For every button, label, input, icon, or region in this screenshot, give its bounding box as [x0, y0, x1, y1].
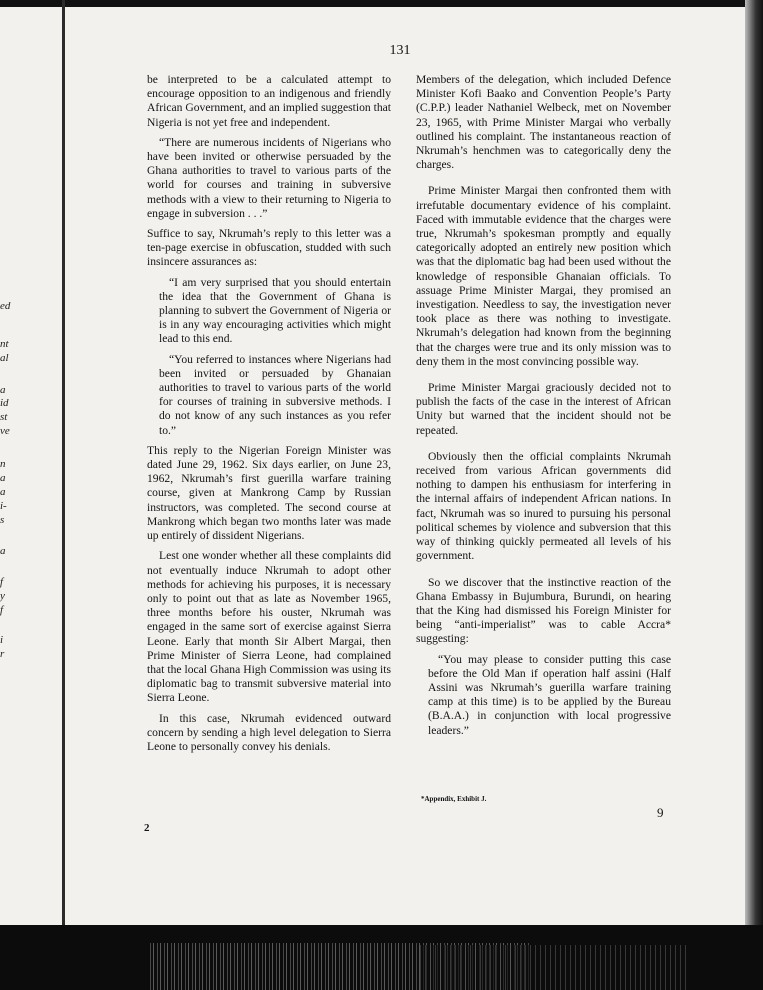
- paragraph: This reply to the Nigerian Foreign Minister was dated June 29, 1962. Six days earlier, on June 23, 1962, Nkrumah’s first guerilla warfare training course, given at Mankrong Camp by Russian instructors, was completed. The second course at Mankrong which began two months later was made up entirely of dissident Nigerians.: [147, 443, 391, 543]
- fragment: nt: [0, 338, 9, 350]
- page-gutter-edge: [62, 0, 65, 925]
- fragment: y: [0, 590, 5, 602]
- scan-bottom-band: [0, 925, 763, 990]
- scan-noise: [420, 945, 690, 990]
- fragment: i: [0, 634, 4, 646]
- right-column: [416, 73, 671, 738]
- paragraph: Obviously then the official complaints Nkrumah received from various African governments did nothing to dampen his enthusiasm for interfering in the internal affairs of independent African nations. In fact, Nkrumah was so inured to pursuing his personal political schemes by violence and subversion that this way of thinking quickly permeated all levels of his government.: [416, 449, 671, 563]
- paragraph: So we discover that the instinctive reaction of the Ghana Embassy in Bujumbura, Burundi, on hearing that the King had dismissed his Foreign Minister for being “anti-imperialist” was to cable Accra* suggesting:: [416, 575, 671, 646]
- fragment: f: [0, 604, 4, 616]
- paragraph: Suffice to say, Nkrumah’s reply to this letter was a ten-page exercise in obfuscation, studded with such insincere assurances as:: [147, 227, 391, 269]
- quote-paragraph: “There are numerous incidents of Nigerians who have been invited or otherwise persuaded by the Ghana authorities to travel to various parts of the world for courses and training in subversive methods with a view to their returning to Nigeria to engage in subversion . . .”: [147, 135, 391, 220]
- paragraph: Prime Minister Margai then confronted them with irrefutable documentary evidence of his complaint. Faced with immutable evidence that the charges were true, Nkrumah’s spokesman promptly and equally categorically adopted an entirely new position which was that the diplomatic bag had been used without the knowledge of responsible Ghanaian officials. To assuage Prime Minister Margai, they promised an investigation. Needless to say, the investigation never took place as there was nothing to investigate. Nkrumah’s delegation had known from the beginning that the charges were true and its only mission was to deny them in the most convincing possible way.: [416, 184, 671, 368]
- fragment: s: [0, 514, 5, 526]
- fragment: al: [0, 352, 9, 364]
- quote-paragraph: “You may please to consider putting this case before the Old Man if operation half assini (Half Assini was Nkrumah’s guerilla warfare training camp at this time) is to be applied by the Bureau (B.A.A.) in conjunction with local progressive leaders.”: [428, 652, 671, 737]
- fragment: i-: [0, 500, 7, 512]
- quote-paragraph: “You referred to instances where Nigerians had been invited or persuaded by Ghanaian authorities to travel to various parts of the world for courses of training in subversive methods. I do not know of any such instances as you refer to.”: [159, 352, 391, 437]
- paragraph: In this case, Nkrumah evidenced outward concern by sending a high level delegation to Sierra Leone to personally convey his denials.: [147, 711, 391, 753]
- footnote: *Appendix, Exhibit J.: [421, 795, 487, 803]
- fragment: a: [0, 384, 6, 396]
- quote-paragraph: “I am very surprised that you should entertain the idea that the Government of Ghana is planning to subvert the Government of Nigeria or is in any way encouraging activities which might lead to this end.: [159, 275, 391, 346]
- page-number: 131: [389, 43, 411, 58]
- fragment: a: [0, 545, 6, 557]
- fragment: id: [0, 397, 9, 409]
- fragment: ve: [0, 425, 10, 437]
- fragment: st: [0, 411, 8, 423]
- left-column: [147, 73, 391, 754]
- paragraph: be interpreted to be a calculated attempt to encourage opposition to an indigenous and friendly African Government, and an implied suggestion that Nigeria is not yet free and independent.: [147, 73, 391, 129]
- fragment: a: [0, 486, 6, 498]
- paragraph: Lest one wonder whether all these complaints did not eventually induce Nkrumah to adopt other methods for achieving his purposes, it is necessary only to point out that as late as November 1965, three months before his ouster, Nkrumah was engaged in the same sort of exercise against Sierra Leone. Early that month Sir Albert Margai, then Prime Minister of Sierra Leone, had complained that the local Ghana High Commission was using its diplomatic bag to transmit subversive material into Sierra Leone.: [147, 549, 391, 705]
- paragraph: Prime Minister Margai graciously decided not to publish the facts of the case in the interest of African Unity but warned that the incident should not be repeated.: [416, 381, 671, 437]
- fragment: n: [0, 458, 6, 470]
- scan-right-edge: [745, 0, 763, 990]
- paragraph: Members of the delegation, which included Defence Minister Kofi Baako and Convention People’s Party (C.P.P.) leader Nathaniel Welbeck, met on November 23, 1965, with Prime Minister Margai who verbally outlined his complaint. The instantaneous reaction of Nkrumah’s henchmen was to categorically deny the charges.: [416, 73, 671, 172]
- fragment: r: [0, 648, 5, 660]
- fragment: f: [0, 576, 4, 588]
- folio-left: 2: [144, 822, 150, 834]
- scan-top-border: [0, 0, 763, 7]
- fragment: ed: [0, 300, 11, 312]
- folio-right: 9: [657, 805, 664, 820]
- fragment: a: [0, 472, 6, 484]
